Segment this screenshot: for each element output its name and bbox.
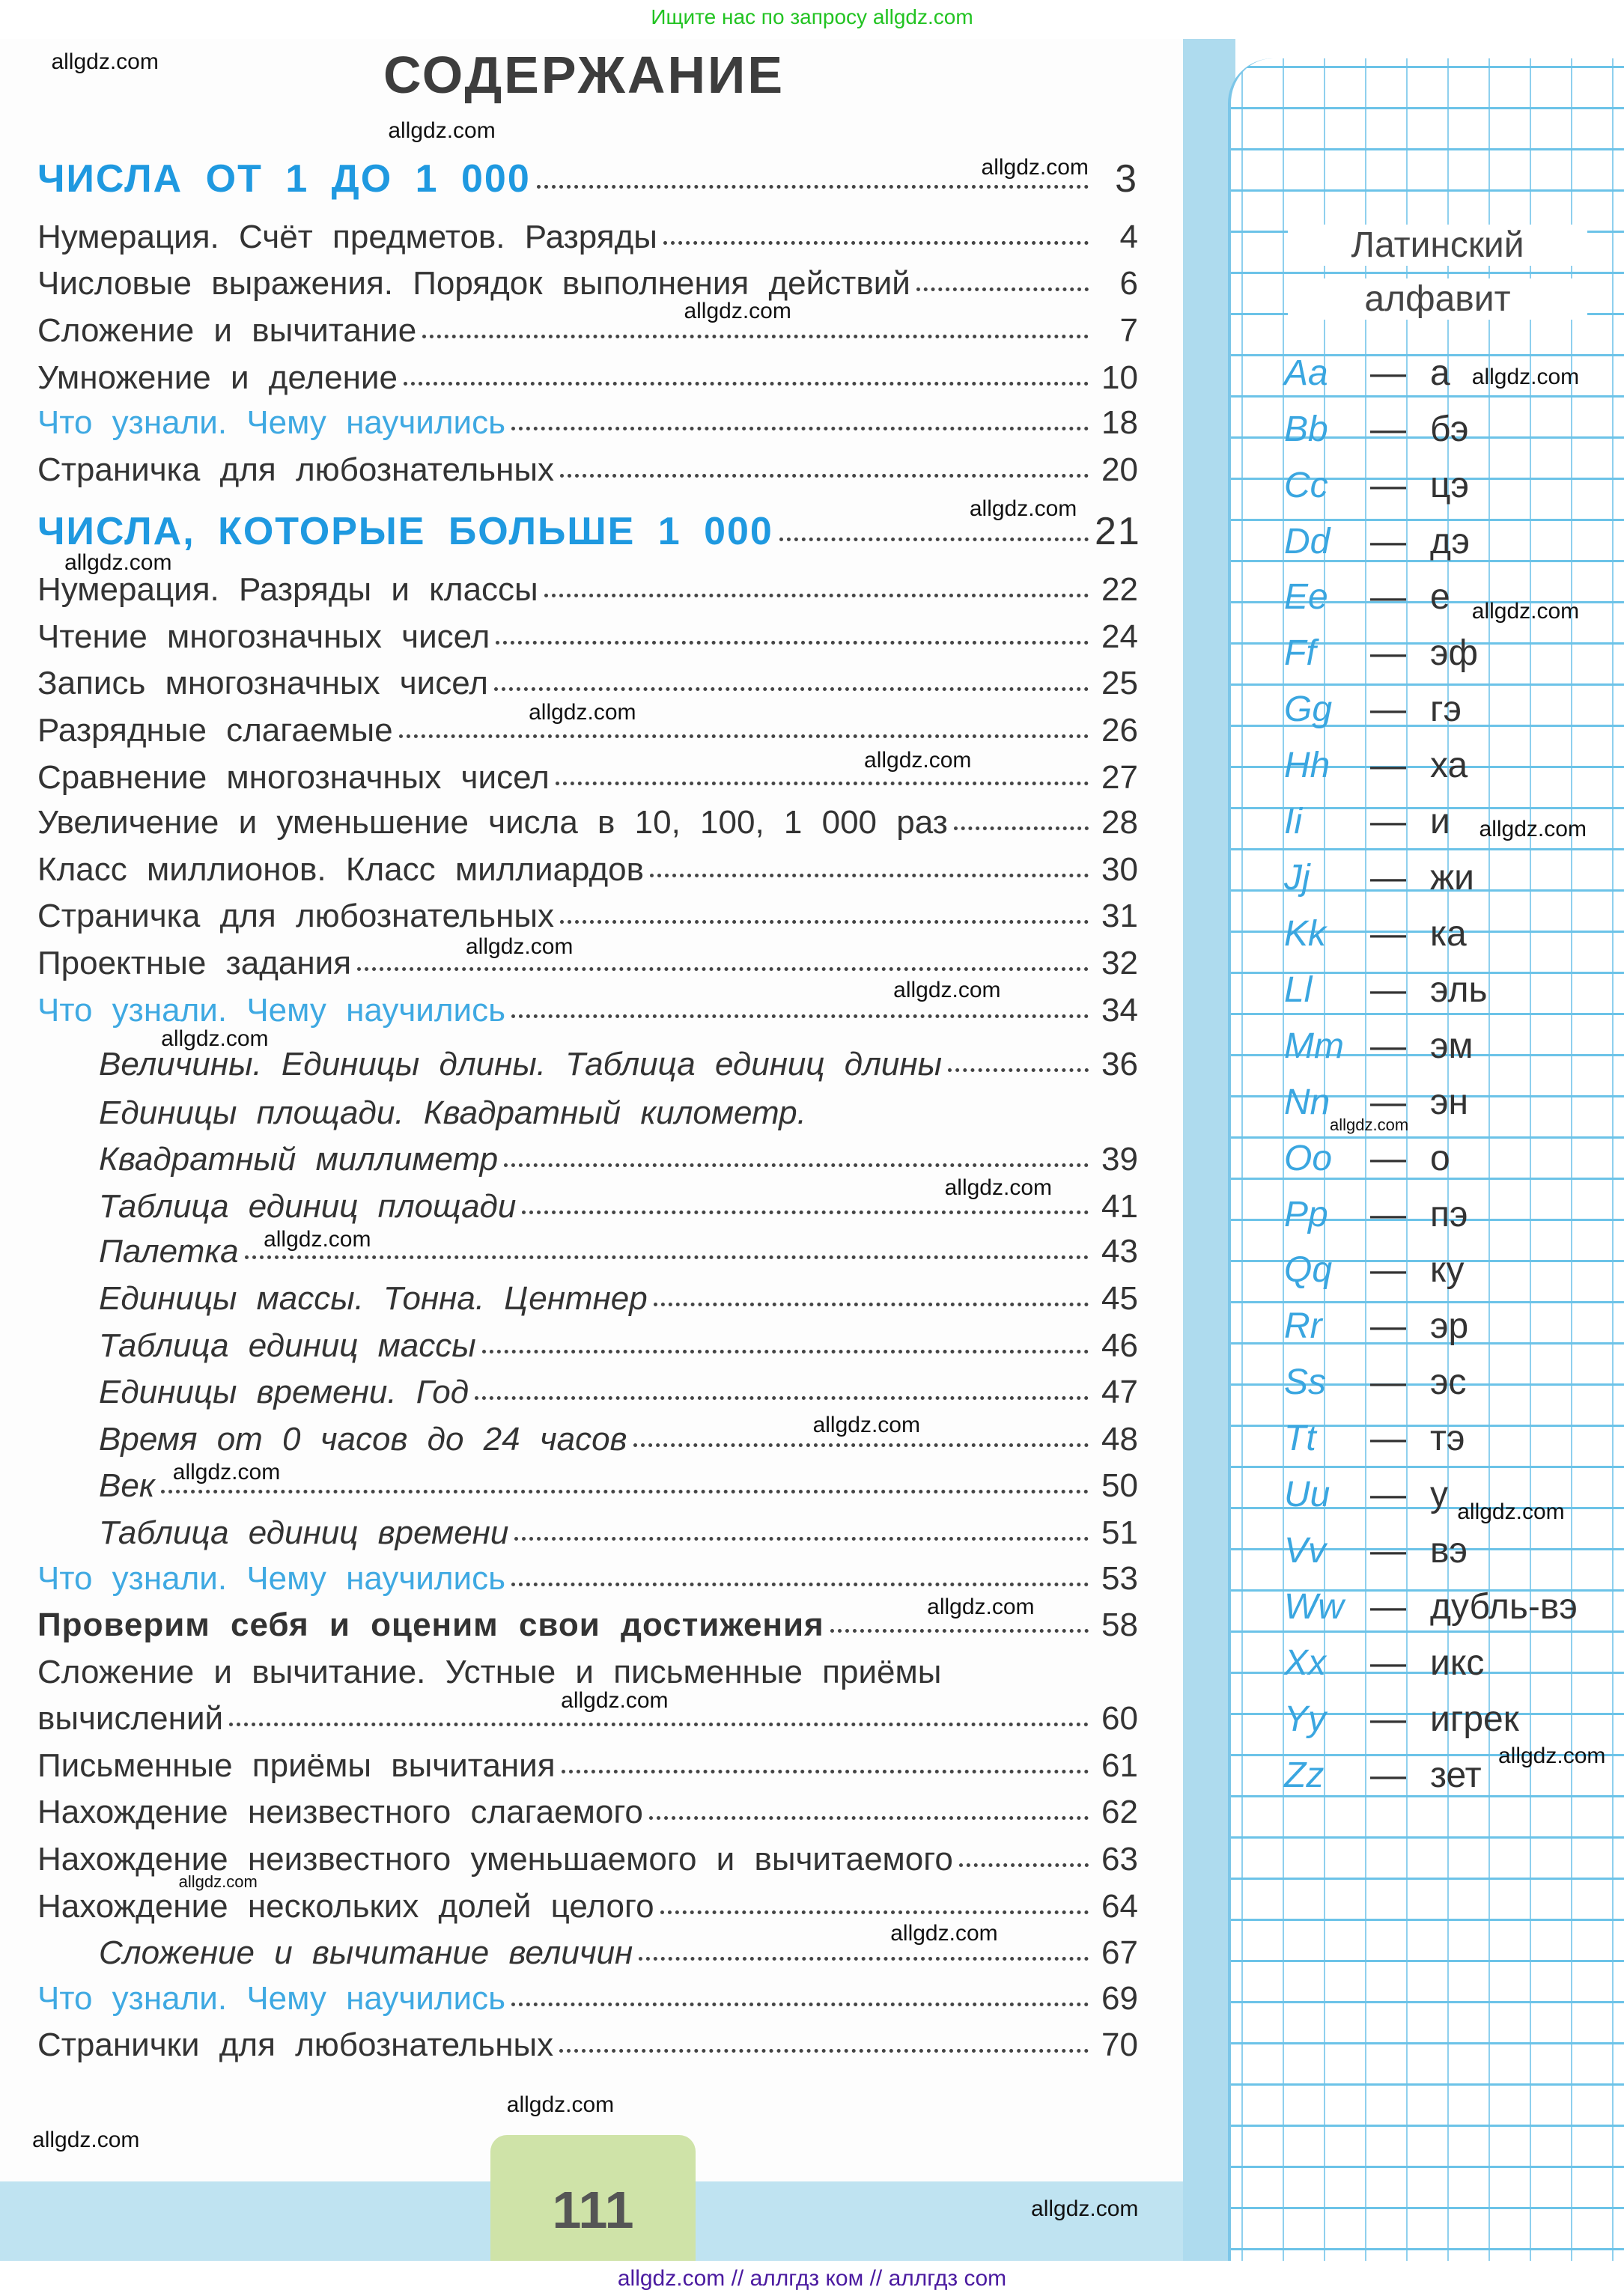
- toc-entry-page: 62: [1101, 1794, 1138, 1831]
- toc-entry-page: 48: [1101, 1420, 1138, 1458]
- toc-entry[interactable]: [37, 156, 1138, 201]
- toc-entry[interactable]: [37, 401, 1138, 445]
- toc-entry[interactable]: [37, 215, 1138, 260]
- toc-entry[interactable]: [99, 1417, 1138, 1462]
- toc-entry[interactable]: [37, 755, 1138, 800]
- latin-letter: Mm: [1284, 1026, 1344, 1066]
- dot-leader: [560, 920, 1089, 924]
- dot-leader: [654, 1303, 1089, 1306]
- dot-leader: [639, 1957, 1089, 1961]
- watermark-text: allgdz.com: [893, 978, 1001, 1003]
- letter-name: ку: [1430, 1250, 1465, 1291]
- toc-entry-title: Странички для любознательных: [37, 2026, 554, 2064]
- toc-entry-page: 34: [1101, 991, 1138, 1029]
- letter-name: цэ: [1430, 465, 1469, 505]
- dot-leader: [779, 538, 1089, 541]
- toc-entry-page: 7: [1119, 312, 1138, 349]
- toc-entry[interactable]: [37, 308, 1138, 353]
- dot-leader: [562, 1770, 1089, 1773]
- toc-entry-title: Нумерация. Счёт предметов. Разряды: [37, 218, 657, 255]
- toc-entry-title: ЧИСЛА ОТ 1 ДО 1 000: [37, 156, 531, 201]
- toc-entry-title: Страничка для любознательных: [37, 451, 554, 488]
- latin-letter: Qq: [1284, 1250, 1333, 1291]
- toc-entry-page: 31: [1101, 898, 1138, 935]
- toc-entry-title: Проектные задания: [37, 945, 352, 981]
- watermark-text: allgdz.com: [178, 1872, 258, 1892]
- toc-entry-page: 30: [1101, 850, 1138, 888]
- toc-entry-page: 24: [1101, 618, 1138, 655]
- search-banner: Ищите нас по запросу allgdz.com: [651, 5, 973, 28]
- toc-entry-page: 63: [1101, 1841, 1138, 1878]
- dash: —: [1370, 1082, 1406, 1122]
- toc-entry-title: ЧИСЛА, КОТОРЫЕ БОЛЬШЕ 1 000: [37, 509, 773, 553]
- latin-letter: Jj: [1284, 858, 1310, 898]
- dot-leader: [511, 2003, 1089, 2006]
- letter-name: икс: [1430, 1642, 1485, 1683]
- letter-name: ха: [1430, 746, 1468, 786]
- dash: —: [1370, 1699, 1406, 1739]
- latin-letter: Zz: [1284, 1755, 1325, 1795]
- watermark-text: allgdz.com: [1497, 1744, 1606, 1769]
- toc-entry[interactable]: [37, 356, 1138, 401]
- dash: —: [1370, 1138, 1406, 1178]
- watermark-text: allgdz.com: [32, 2127, 140, 2152]
- dot-leader: [649, 1816, 1089, 1820]
- latin-letter: Yy: [1284, 1699, 1327, 1739]
- toc-entry[interactable]: [99, 1226, 1138, 1274]
- latin-letter: Cc: [1284, 465, 1328, 505]
- dot-leader: [560, 474, 1089, 478]
- toc-entry-title: Палетка: [99, 1233, 239, 1270]
- dash: —: [1370, 1475, 1406, 1515]
- toc-entry-page: 51: [1101, 1514, 1138, 1551]
- latin-letter: Oo: [1284, 1138, 1333, 1178]
- watermark-text: allgdz.com: [466, 934, 574, 959]
- dash: —: [1370, 746, 1406, 786]
- letter-name: а: [1430, 353, 1450, 393]
- dot-leader: [422, 335, 1089, 338]
- toc-entry[interactable]: [37, 847, 1138, 892]
- latin-letter: Tt: [1284, 1419, 1316, 1459]
- letter-name: эр: [1430, 1306, 1469, 1347]
- latin-letter: Pp: [1284, 1194, 1328, 1234]
- dash: —: [1370, 521, 1406, 561]
- toc-entry-title: Числовые выражения. Порядок выполнения действий: [37, 265, 910, 302]
- toc-entry-title: Век: [99, 1467, 155, 1505]
- toc-entry-title: Нахождение неизвестного слагаемого: [37, 1794, 643, 1831]
- dash: —: [1370, 858, 1406, 898]
- dot-leader: [404, 382, 1089, 386]
- letter-name: ка: [1430, 913, 1467, 954]
- dash: —: [1370, 1306, 1406, 1347]
- dot-leader: [494, 687, 1089, 691]
- toc-entry-title: Письменные приёмы вычитания: [37, 1747, 556, 1784]
- watermark-text: allgdz.com: [1471, 364, 1580, 389]
- toc-entry-page: 3: [1115, 156, 1138, 201]
- letter-name: тэ: [1430, 1419, 1465, 1459]
- latin-letter: Ll: [1284, 969, 1313, 1010]
- toc-entry-page: 36: [1101, 1045, 1138, 1082]
- toc-entry-page: 25: [1101, 665, 1138, 702]
- dash: —: [1370, 969, 1406, 1010]
- toc-entry-page: 60: [1101, 1700, 1138, 1738]
- latin-letter: Ee: [1284, 577, 1328, 618]
- toc-entry-page: 22: [1101, 571, 1138, 609]
- dot-leader: [511, 1014, 1089, 1018]
- toc-entry-title: Таблица единиц площади: [99, 1187, 517, 1225]
- page-number: 111: [490, 2135, 696, 2261]
- toc-entry-title: Страничка для любознательных: [37, 898, 554, 935]
- latin-letter: Ii: [1284, 802, 1302, 842]
- alphabet-title-line1: Латинский: [1288, 225, 1587, 266]
- latin-letter: Gg: [1284, 689, 1333, 730]
- toc-entry[interactable]: [37, 2023, 1138, 2068]
- toc-entry[interactable]: [99, 1276, 1138, 1321]
- dash: —: [1370, 802, 1406, 842]
- letter-name: эс: [1430, 1362, 1467, 1403]
- dash: —: [1370, 1642, 1406, 1683]
- dot-leader: [660, 1910, 1089, 1914]
- watermark-text: allgdz.com: [161, 1026, 269, 1051]
- latin-letter: Ss: [1284, 1362, 1327, 1403]
- latin-letter: Bb: [1284, 409, 1328, 449]
- watermark-text: allgdz.com: [1031, 2196, 1139, 2221]
- toc-entry[interactable]: [37, 615, 1138, 660]
- dash: —: [1370, 353, 1406, 393]
- toc-entry-page: 26: [1101, 712, 1138, 749]
- dash: —: [1370, 1586, 1406, 1627]
- toc-entry-page: 43: [1101, 1233, 1138, 1270]
- toc-entry-title: Запись многозначных чисел: [37, 665, 488, 702]
- watermark-text: allgdz.com: [264, 1226, 371, 1252]
- dot-leader: [504, 1163, 1089, 1167]
- dot-leader: [245, 1255, 1089, 1259]
- toc-entry-page: 4: [1119, 218, 1138, 255]
- watermark-text: allgdz.com: [927, 1594, 1035, 1619]
- dash: —: [1370, 1419, 1406, 1459]
- dot-leader: [830, 1629, 1089, 1633]
- latin-letter: Ww: [1284, 1586, 1344, 1627]
- dot-leader: [633, 1443, 1089, 1447]
- dash: —: [1370, 1194, 1406, 1234]
- dot-leader: [948, 1068, 1089, 1072]
- dot-leader: [537, 185, 1089, 189]
- dot-leader: [482, 1350, 1089, 1353]
- watermark-text: allgdz.com: [1471, 598, 1580, 624]
- watermark-text: allgdz.com: [51, 49, 159, 75]
- dot-leader: [959, 1863, 1089, 1867]
- dash: —: [1370, 689, 1406, 730]
- watermark-text: allgdz.com: [1457, 1499, 1565, 1524]
- toc-entry-title: Нахождение неизвестного уменьшаемого и вычитаемого: [37, 1841, 953, 1878]
- watermark-text: allgdz.com: [388, 118, 496, 144]
- footer-links: allgdz.com // аллгдз ком // аллгдз com: [617, 2266, 1007, 2291]
- dot-leader: [399, 734, 1089, 738]
- toc-entry-title: Единицы времени. Год: [99, 1374, 469, 1411]
- toc-entry-title: Нахождение нескольких долей целого: [37, 1887, 654, 1925]
- watermark-text: allgdz.com: [64, 550, 172, 576]
- toc-entry-title: Умножение и деление: [37, 359, 398, 396]
- toc-entry[interactable]: [99, 1370, 1138, 1415]
- page-title: СОДЕРЖАНИЕ: [383, 46, 785, 104]
- letter-name: эль: [1430, 969, 1488, 1010]
- toc-entry-title: Что узнали. Чему научились: [37, 1559, 506, 1597]
- latin-letter: Rr: [1284, 1306, 1322, 1347]
- dash: —: [1370, 1362, 1406, 1403]
- toc-entry-title: Класс миллионов. Класс миллиардов: [37, 850, 645, 888]
- toc-entry-page: 6: [1119, 265, 1138, 302]
- toc-entry-title: Единицы массы. Тонна. Центнер: [99, 1279, 648, 1317]
- toc-entry-page: 50: [1101, 1467, 1138, 1505]
- toc-entry-title: вычислений: [37, 1700, 224, 1738]
- letter-name: и: [1430, 802, 1450, 842]
- toc-entry-title: Сложение и вычитание величин: [99, 1934, 633, 1972]
- toc-entry-title: Чтение многозначных чисел: [37, 618, 490, 655]
- toc-entry-page: 39: [1101, 1141, 1138, 1178]
- dot-leader: [663, 241, 1089, 245]
- toc-entry-title: Разрядные слагаемые: [37, 712, 393, 749]
- letter-name: бэ: [1430, 409, 1469, 449]
- letter-name: дэ: [1430, 521, 1471, 561]
- watermark-text: allgdz.com: [981, 154, 1089, 180]
- toc-entry-title: Таблица единиц времени: [99, 1514, 509, 1551]
- toc-entry[interactable]: [37, 800, 1138, 845]
- toc-entry-title: Нумерация. Разряды и классы: [37, 571, 538, 609]
- latin-letter: Dd: [1284, 521, 1330, 561]
- letter-name: у: [1430, 1475, 1448, 1515]
- toc-entry[interactable]: [37, 261, 1138, 306]
- watermark-text: allgdz.com: [506, 2092, 615, 2117]
- toc-entry-title: Что узнали. Чему научились: [37, 1979, 506, 2017]
- latin-letter: Uu: [1284, 1475, 1330, 1515]
- latin-letter: Aa: [1284, 353, 1328, 393]
- dash: —: [1370, 577, 1406, 618]
- dot-leader: [511, 1583, 1089, 1586]
- toc-entry-title: Сложение и вычитание: [37, 312, 417, 349]
- watermark-text: allgdz.com: [1479, 817, 1587, 842]
- toc-entry-page: 32: [1101, 945, 1138, 981]
- watermark-text: allgdz.com: [529, 699, 636, 725]
- toc-entry-page: 69: [1101, 1979, 1138, 2017]
- toc-entry[interactable]: [37, 1744, 1138, 1788]
- letter-name: е: [1430, 577, 1450, 618]
- toc-entry-page: 70: [1101, 2026, 1138, 2064]
- letter-name: гэ: [1430, 689, 1462, 730]
- toc-entry-page: 67: [1101, 1934, 1138, 1972]
- dot-leader: [559, 2049, 1089, 2053]
- toc-entry[interactable]: [37, 448, 1138, 493]
- dash: —: [1370, 409, 1406, 449]
- toc-entry[interactable]: [99, 1511, 1138, 1556]
- letter-name: о: [1430, 1138, 1450, 1178]
- toc-entry-title: Время от 0 часов до 24 часов: [99, 1420, 627, 1458]
- toc-entry[interactable]: [37, 567, 1138, 612]
- dot-leader: [556, 782, 1089, 785]
- toc-entry-page: 64: [1101, 1887, 1138, 1925]
- dot-leader: [514, 1537, 1089, 1541]
- toc-entry-title: Сравнение многозначных чисел: [37, 758, 550, 796]
- watermark-text: allgdz.com: [684, 298, 791, 323]
- dot-leader: [229, 1723, 1089, 1726]
- dot-leader: [522, 1211, 1089, 1214]
- letter-name: эн: [1430, 1082, 1468, 1122]
- alphabet-title-line2: алфавит: [1288, 278, 1587, 320]
- toc-entry[interactable]: [99, 1091, 1138, 1136]
- letter-name: зет: [1430, 1755, 1482, 1795]
- letter-name: игрек: [1430, 1699, 1519, 1739]
- dot-leader: [475, 1396, 1089, 1400]
- toc-entry[interactable]: [37, 1976, 1138, 2021]
- dash: —: [1370, 1755, 1406, 1795]
- toc-entry-page: 21: [1095, 509, 1141, 553]
- latin-letter: Ff: [1284, 633, 1316, 674]
- dash: —: [1370, 913, 1406, 954]
- toc-entry[interactable]: [37, 894, 1138, 939]
- toc-entry-page: 61: [1101, 1747, 1138, 1784]
- dot-leader: [650, 874, 1089, 877]
- toc-entry-page: 28: [1101, 804, 1138, 841]
- letter-name: жи: [1430, 858, 1474, 898]
- toc-entry-title: Таблица единиц массы: [99, 1327, 476, 1364]
- latin-letter: Nn: [1284, 1082, 1330, 1122]
- dot-leader: [496, 641, 1089, 645]
- dot-leader: [954, 826, 1089, 830]
- letter-name: эф: [1430, 633, 1478, 674]
- toc-entry-page: 47: [1101, 1374, 1138, 1411]
- toc-entry-page: 10: [1101, 359, 1138, 396]
- toc-entry[interactable]: [99, 1324, 1138, 1368]
- latin-letter: Kk: [1284, 913, 1327, 954]
- toc-entry-title: Проверим себя и оценим свои достижения: [37, 1607, 824, 1644]
- dot-leader: [511, 427, 1089, 430]
- watermark-text: allgdz.com: [890, 1920, 998, 1946]
- latin-letter: Xx: [1284, 1642, 1327, 1683]
- toc-entry-page: 27: [1101, 758, 1138, 796]
- toc-entry-title: Сложение и вычитание. Устные и письменные приёмы: [37, 1653, 942, 1690]
- watermark-text: allgdz.com: [561, 1687, 669, 1713]
- toc-entry-title: Квадратный миллиметр: [99, 1141, 499, 1178]
- watermark-text: allgdz.com: [812, 1413, 920, 1438]
- letter-name: эм: [1430, 1026, 1474, 1066]
- toc-entry-page: 58: [1101, 1607, 1138, 1644]
- dot-leader: [161, 1490, 1089, 1493]
- toc-entry-page: 20: [1101, 451, 1138, 488]
- toc-entry-page: 46: [1101, 1327, 1138, 1364]
- toc-entry-title: Что узнали. Чему научились: [37, 404, 506, 442]
- letter-name: пэ: [1430, 1194, 1468, 1234]
- toc-entry-page: 45: [1101, 1279, 1138, 1317]
- toc-entry[interactable]: [37, 1790, 1138, 1835]
- dash: —: [1370, 465, 1406, 505]
- toc-entry-title: Единицы площади. Квадратный километр.: [99, 1094, 806, 1131]
- dot-leader: [544, 594, 1089, 597]
- dash: —: [1370, 1530, 1406, 1571]
- watermark-text: allgdz.com: [864, 748, 972, 773]
- letter-name: дубль-вэ: [1430, 1586, 1578, 1627]
- dot-leader: [357, 967, 1089, 971]
- toc-entry-page: 53: [1101, 1559, 1138, 1597]
- toc-entry-title: Что узнали. Чему научились: [37, 991, 506, 1029]
- dash: —: [1370, 633, 1406, 674]
- toc-entry-title: Увеличение и уменьшение числа в 10, 100, 1 000 раз: [37, 804, 948, 841]
- watermark-text: allgdz.com: [1330, 1115, 1409, 1135]
- dash: —: [1370, 1250, 1406, 1291]
- watermark-text: allgdz.com: [172, 1459, 281, 1485]
- dot-leader: [916, 287, 1089, 291]
- dash: —: [1370, 1026, 1406, 1066]
- latin-letter: Vv: [1284, 1530, 1327, 1571]
- toc-entry-page: 41: [1101, 1187, 1138, 1225]
- letter-name: вэ: [1430, 1530, 1468, 1571]
- watermark-text: allgdz.com: [944, 1175, 1053, 1201]
- watermark-text: allgdz.com: [969, 496, 1077, 521]
- toc-entry-title: Величины. Единицы длины. Таблица единиц длины: [99, 1045, 942, 1082]
- latin-letter: Hh: [1284, 746, 1330, 786]
- toc-entry-page: 18: [1101, 404, 1138, 442]
